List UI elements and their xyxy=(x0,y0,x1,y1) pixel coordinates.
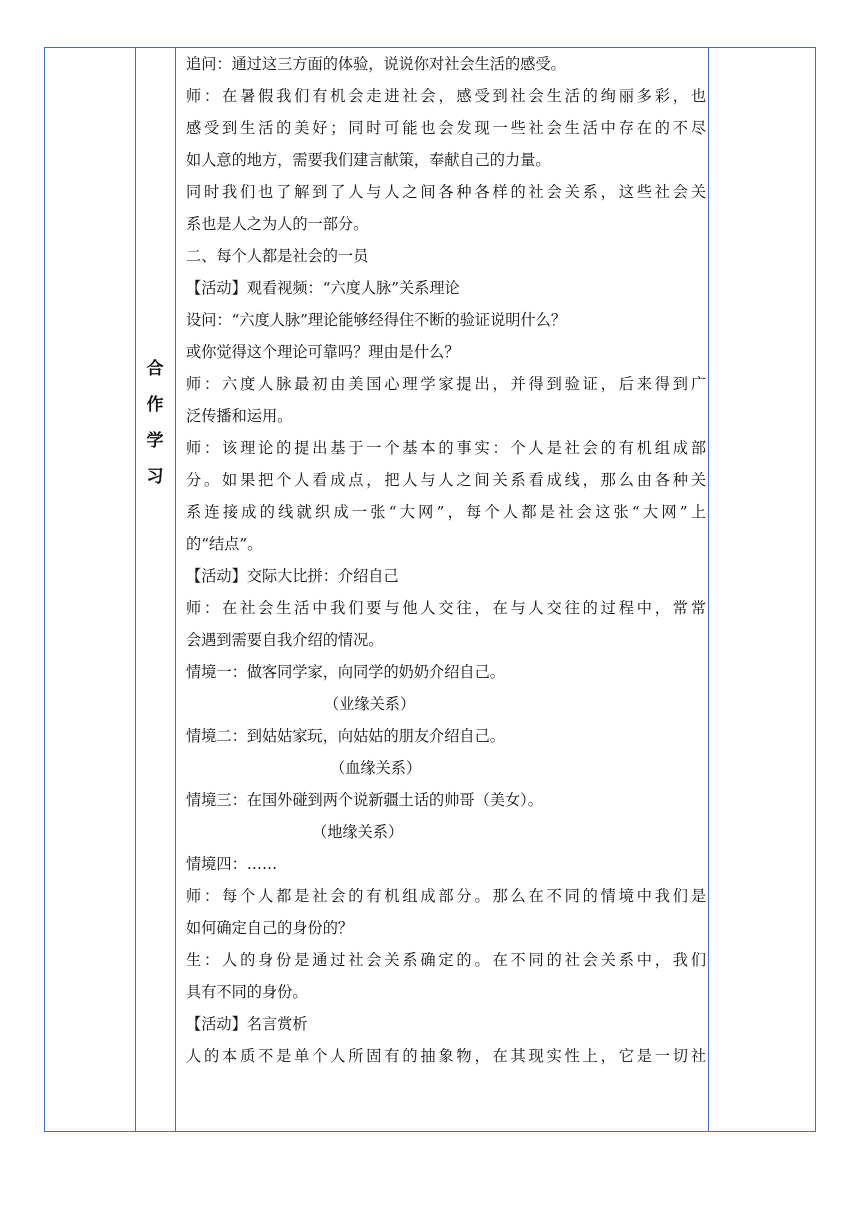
text-line: 如何确定自己的身份的？ xyxy=(186,919,354,937)
relation-note: （地缘关系） xyxy=(312,823,404,841)
stage-char: 作 xyxy=(146,395,164,415)
text-line: 情境四：…… xyxy=(186,855,278,873)
text-line: 情境三：在国外碰到两个说新疆土话的帅哥（美女）。 xyxy=(186,791,543,809)
stage-char: 学 xyxy=(146,431,164,451)
text-line: 分。如果把个人看成点，把人与人之间关系看成线，那么由各种关 xyxy=(186,471,706,489)
lesson-table xyxy=(44,47,816,1132)
text-line: 系连接成的线就织成一张“大网”，每个人都是社会这张“大网”上 xyxy=(186,503,706,521)
text-line: 师：在暑假我们有机会走进社会，感受到社会生活的绚丽多彩，也 xyxy=(186,87,706,105)
section-heading: 二、每个人都是社会的一员 xyxy=(186,247,369,265)
activity-heading: 【活动】名言赏析 xyxy=(186,1015,308,1033)
content-cell xyxy=(186,48,706,1072)
text-line: 师：该理论的提出基于一个基本的事实：个人是社会的有机组成部 xyxy=(186,439,706,457)
text-line: 如人意的地方，需要我们建言献策，奉献自己的力量。 xyxy=(186,151,551,169)
text-line: 生：人的身份是通过社会关系确定的。在不同的社会关系中，我们 xyxy=(186,951,706,969)
column-divider xyxy=(708,48,709,1131)
stage-cell xyxy=(135,48,175,1131)
column-divider xyxy=(175,48,176,1131)
stage-label xyxy=(135,351,175,495)
text-line: 的“结点”。 xyxy=(186,535,263,553)
text-line: 情境二：到姑姑家玩，向姑姑的朋友介绍自己。 xyxy=(186,727,505,745)
activity-heading: 【活动】观看视频：“六度人脉”关系理论 xyxy=(186,279,460,297)
text-line: 情境一：做客同学家，向同学的奶奶介绍自己。 xyxy=(186,663,505,681)
text-line: 人的本质不是单个人所固有的抽象物，在其现实性上，它是一切社 xyxy=(186,1047,706,1065)
text-line: 同时我们也了解到了人与人之间各种各样的社会关系，这些社会关 xyxy=(186,183,706,201)
stage-char: 合 xyxy=(146,359,164,379)
text-line: 设问：“六度人脉”理论能够经得住不断的验证说明什么？ xyxy=(186,311,567,329)
stage-char: 习 xyxy=(146,467,164,487)
text-line: 追问：通过这三方面的体验，说说你对社会生活的感受。 xyxy=(186,55,566,73)
text-line: 系也是人之为人的一部分。 xyxy=(186,215,369,233)
text-line: 具有不同的身份。 xyxy=(186,983,308,1001)
text-line: 师：每个人都是社会的有机组成部分。那么在不同的情境中我们是 xyxy=(186,887,706,905)
text-line: 或你觉得这个理论可靠吗？理由是什么？ xyxy=(186,343,460,361)
relation-note: （血缘关系） xyxy=(330,759,422,777)
activity-heading: 【活动】交际大比拼：介绍自己 xyxy=(186,567,399,585)
text-line: 会遇到需要自我介绍的情况。 xyxy=(186,631,384,649)
text-line: 感受到生活的美好；同时可能也会发现一些社会生活中存在的不尽 xyxy=(186,119,706,137)
relation-note: （业缘关系） xyxy=(324,695,416,713)
text-line: 泛传播和运用。 xyxy=(186,407,293,425)
text-line: 师：在社会生活中我们要与他人交往，在与人交往的过程中，常常 xyxy=(186,599,706,617)
text-line: 师：六度人脉最初由美国心理学家提出，并得到验证，后来得到广 xyxy=(186,375,706,393)
